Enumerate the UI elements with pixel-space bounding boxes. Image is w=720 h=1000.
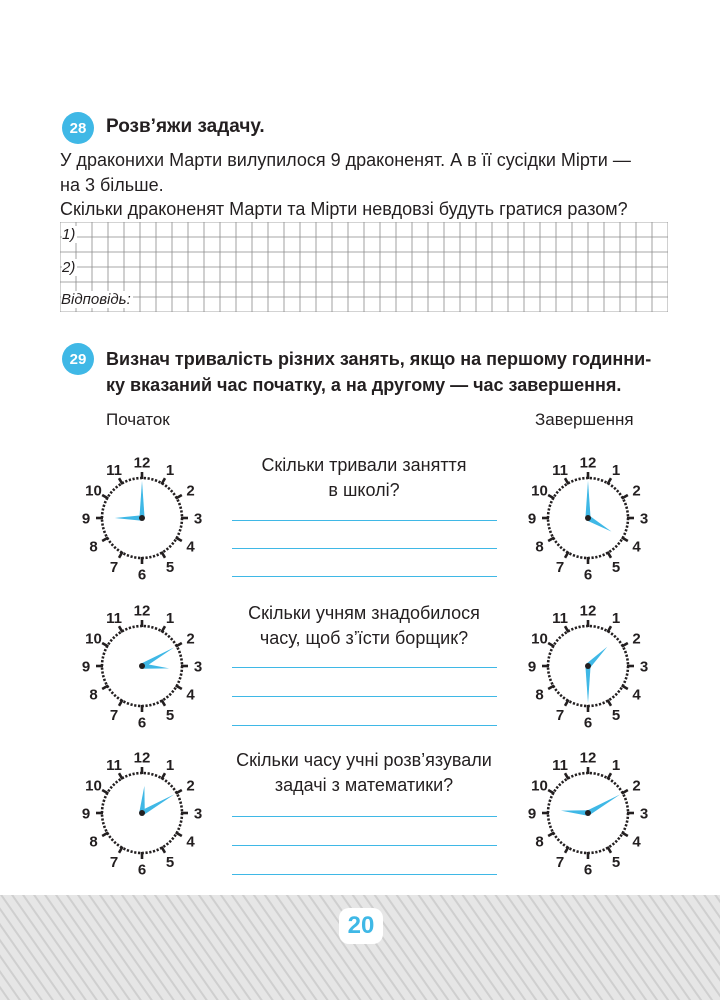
clock-number-4: 4 <box>186 833 195 851</box>
clock-number-6: 6 <box>137 566 147 584</box>
answer-line[interactable] <box>232 725 497 726</box>
clock-number-6: 6 <box>137 714 147 732</box>
clock-number-5: 5 <box>165 706 175 724</box>
clock-number-4: 4 <box>632 686 641 704</box>
solution-grid[interactable] <box>60 222 668 317</box>
end-column-header: Завершення <box>535 410 634 429</box>
task-28-text-line-1: У драконихи Марти вилупилося 9 драконенят. А в її сусідки Мірти — <box>60 150 631 170</box>
clock-number-6: 6 <box>583 861 593 879</box>
clock-number-11: 11 <box>106 462 122 480</box>
question-2-line-2: часу, щоб з’їсти борщик? <box>259 628 469 648</box>
clock-number-1: 1 <box>165 757 175 775</box>
page-number: 20 <box>339 908 383 944</box>
clock-number-1: 1 <box>165 610 175 628</box>
clock-number-6: 6 <box>583 714 593 732</box>
clock-number-12: 12 <box>133 454 151 472</box>
end-clock-3 <box>518 741 658 881</box>
clock-number-3: 3 <box>193 510 203 528</box>
answer-line[interactable] <box>232 667 497 668</box>
question-1-line-1: Скільки тривали заняття <box>261 455 467 475</box>
task-29-number-badge: 29 <box>62 343 94 375</box>
clock-number-3: 3 <box>193 658 203 676</box>
clock-number-9: 9 <box>527 510 537 528</box>
clock-number-12: 12 <box>579 602 597 620</box>
clock-number-10: 10 <box>85 630 102 648</box>
clock-number-2: 2 <box>632 630 641 648</box>
clock-number-8: 8 <box>535 538 544 556</box>
answer-line[interactable] <box>232 520 497 521</box>
end-clock-2 <box>518 594 658 734</box>
clock-number-7: 7 <box>555 706 565 724</box>
task-29-text-line-2: ку вказаний час початку, а на другому — час завершення. <box>106 375 622 395</box>
clock-number-3: 3 <box>639 805 649 823</box>
clock-number-4: 4 <box>632 833 641 851</box>
clock-number-8: 8 <box>89 833 98 851</box>
clock-number-3: 3 <box>639 658 649 676</box>
clock-number-2: 2 <box>186 630 195 648</box>
clock-number-7: 7 <box>109 853 119 871</box>
clock-number-7: 7 <box>109 706 119 724</box>
clock-number-12: 12 <box>133 602 151 620</box>
clock-number-7: 7 <box>555 558 565 576</box>
question-1-line-2: в школі? <box>328 480 400 500</box>
clock-number-4: 4 <box>632 538 641 556</box>
clock-number-10: 10 <box>531 777 548 795</box>
task-29-text-line-1: Визнач тривалість різних занять, якщо на першому годинни- <box>106 349 652 369</box>
clock-number-2: 2 <box>186 777 195 795</box>
task-28-text-line-3: Скільки драконенят Марти та Мірти невдовзі будуть гратися разом? <box>60 199 628 219</box>
solution-row-2-label: 2) <box>62 259 76 276</box>
answer-line[interactable] <box>232 548 497 549</box>
clock-number-7: 7 <box>109 558 119 576</box>
end-clock-1 <box>518 446 658 586</box>
answer-line[interactable] <box>232 696 497 697</box>
clock-number-6: 6 <box>583 566 593 584</box>
clock-number-2: 2 <box>186 482 195 500</box>
clock-number-5: 5 <box>611 706 621 724</box>
answer-line[interactable] <box>232 845 497 846</box>
clock-number-9: 9 <box>81 658 91 676</box>
clock-number-1: 1 <box>611 462 621 480</box>
clock-number-2: 2 <box>632 482 641 500</box>
clock-number-12: 12 <box>579 454 597 472</box>
clock-number-6: 6 <box>137 861 147 879</box>
clock-number-11: 11 <box>552 462 568 480</box>
clock-number-5: 5 <box>165 558 175 576</box>
clock-number-10: 10 <box>85 777 102 795</box>
clock-number-9: 9 <box>81 510 91 528</box>
start-clock-2 <box>72 594 212 734</box>
clock-number-7: 7 <box>555 853 565 871</box>
clock-number-2: 2 <box>632 777 641 795</box>
clock-number-4: 4 <box>186 686 195 704</box>
clock-number-8: 8 <box>89 686 98 704</box>
clock-number-11: 11 <box>552 757 568 775</box>
clock-number-3: 3 <box>639 510 649 528</box>
clock-number-8: 8 <box>89 538 98 556</box>
clock-number-11: 11 <box>552 610 568 628</box>
clock-number-5: 5 <box>165 853 175 871</box>
question-3-line-2: задачі з математики? <box>274 775 454 795</box>
clock-number-4: 4 <box>186 538 195 556</box>
task-28-text-line-2: на 3 більше. <box>60 175 164 195</box>
clock-number-11: 11 <box>106 757 122 775</box>
clock-number-9: 9 <box>527 805 537 823</box>
task-28-number-badge: 28 <box>62 112 94 144</box>
clock-number-8: 8 <box>535 833 544 851</box>
clock-number-5: 5 <box>611 853 621 871</box>
clock-number-10: 10 <box>531 482 548 500</box>
clock-number-3: 3 <box>193 805 203 823</box>
clock-number-10: 10 <box>85 482 102 500</box>
clock-number-5: 5 <box>611 558 621 576</box>
clock-number-11: 11 <box>106 610 122 628</box>
start-clock-1 <box>72 446 212 586</box>
clock-number-1: 1 <box>611 610 621 628</box>
answer-line[interactable] <box>232 576 497 577</box>
solution-row-1-label: 1) <box>62 226 76 243</box>
clock-number-12: 12 <box>579 749 597 767</box>
clock-number-9: 9 <box>527 658 537 676</box>
clock-number-8: 8 <box>535 686 544 704</box>
question-3-line-1: Скільки часу учні розв’язували <box>236 750 492 770</box>
answer-line[interactable] <box>232 816 497 817</box>
clock-number-12: 12 <box>133 749 151 767</box>
clock-number-1: 1 <box>165 462 175 480</box>
clock-number-9: 9 <box>81 805 91 823</box>
task-28-title: Розв’яжи задачу. <box>106 116 265 137</box>
question-2-line-1: Скільки учням знадобилося <box>248 603 480 623</box>
answer-line[interactable] <box>232 874 497 875</box>
clock-number-1: 1 <box>611 757 621 775</box>
start-clock-3 <box>72 741 212 881</box>
answer-label: Відповідь: <box>61 291 131 308</box>
clock-number-10: 10 <box>531 630 548 648</box>
solution-grid-lines <box>60 222 668 312</box>
start-column-header: Початок <box>106 410 170 429</box>
